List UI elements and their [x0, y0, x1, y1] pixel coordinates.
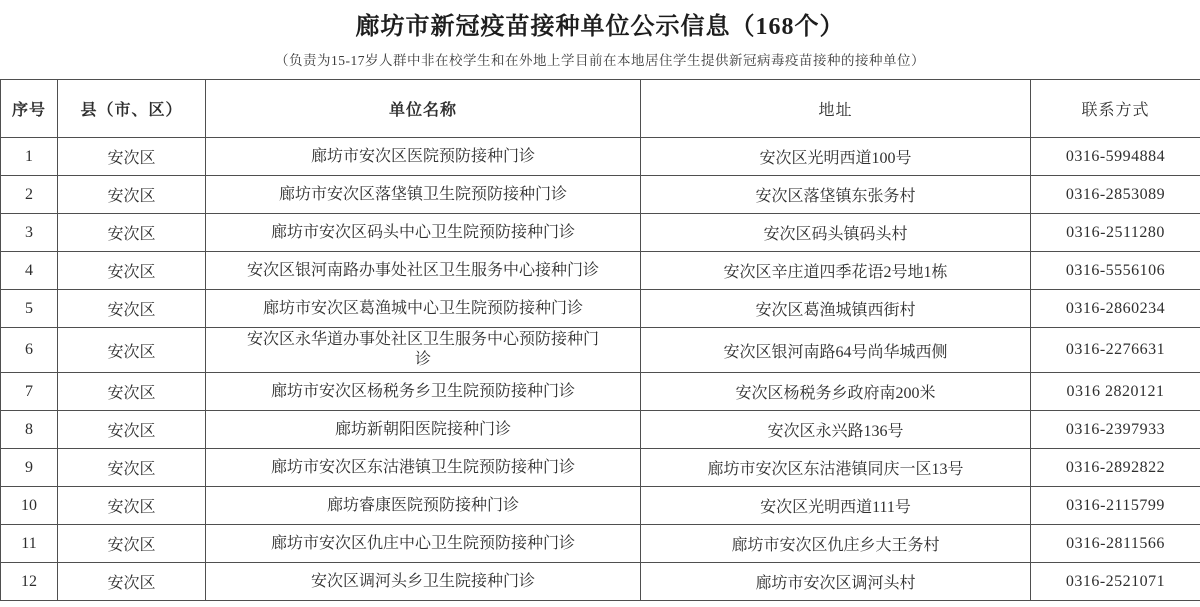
table-cell-address: 安次区光明西道111号: [641, 487, 1031, 525]
table-cell-address: 安次区永兴路136号: [641, 411, 1031, 449]
table-cell-no: 11: [1, 525, 58, 563]
table-cell-county: 安次区: [58, 138, 206, 176]
unit-name-text: 廊坊新朝阳医院接种门诊: [334, 420, 511, 438]
table-cell-no: 8: [1, 411, 58, 449]
table-row: [1, 411, 1200, 449]
column-header-county: 县（市、区）: [58, 80, 206, 138]
unit-name-text: 廊坊市安次区仇庄中心卫生院预防接种门诊: [270, 534, 575, 552]
column-header-no: 序号: [1, 80, 58, 138]
table-cell-unit: [206, 138, 641, 176]
table-row: [1, 563, 1200, 601]
table-cell-address: 廊坊市安次区仇庄乡大王务村: [641, 525, 1031, 563]
unit-name-text: 廊坊市安次区落垡镇卫生院预防接种门诊: [278, 185, 567, 203]
table-cell-address: 廊坊市安次区调河头村: [641, 563, 1031, 601]
table-cell-contact: 0316-2521071: [1031, 563, 1200, 601]
table-cell-no: 9: [1, 449, 58, 487]
page-subtitle: （负责为15-17岁人群中非在校学生和在外地上学目前在本地居住学生提供新冠病毒疫苗接种的接种单位）: [275, 53, 925, 69]
unit-name-text: 廊坊市安次区杨税务乡卫生院预防接种门诊: [270, 382, 575, 400]
column-header-unit: 单位名称: [206, 80, 641, 138]
table-cell-no: 6: [1, 328, 58, 373]
table-cell-county: 安次区: [58, 373, 206, 411]
table-cell-contact: 0316 2820121: [1031, 373, 1200, 411]
table-cell-county: 安次区: [58, 328, 206, 373]
table-cell-county: 安次区: [58, 252, 206, 290]
table-cell-county: 安次区: [58, 525, 206, 563]
table-cell-address: 安次区银河南路64号尚华城西侧: [641, 328, 1031, 373]
table-row: [1, 214, 1200, 252]
table-cell-contact: 0316-5994884: [1031, 138, 1200, 176]
table-cell-address: 廊坊市安次区东沽港镇同庆一区13号: [641, 449, 1031, 487]
table-cell-contact: 0316-2811566: [1031, 525, 1200, 563]
unit-name-text: 廊坊睿康医院预防接种门诊: [326, 496, 519, 514]
column-header-address: 地址: [641, 80, 1031, 138]
table-cell-unit: [206, 214, 641, 252]
table-cell-contact: 0316-2860234: [1031, 290, 1200, 328]
table-cell-no: 1: [1, 138, 58, 176]
unit-name-text: 廊坊市安次区葛渔城中心卫生院预防接种门诊: [262, 299, 583, 317]
table-cell-unit: [206, 328, 641, 373]
table-cell-county: 安次区: [58, 176, 206, 214]
table-row: [1, 138, 1200, 176]
unit-name-text: 安次区永华道办事处社区卫生服务中心预防接种门诊: [246, 331, 599, 369]
table-cell-address: 安次区葛渔城镇西街村: [641, 290, 1031, 328]
table-row: [1, 252, 1200, 290]
table-cell-contact: 0316-2276631: [1031, 328, 1200, 373]
table-row: [1, 525, 1200, 563]
table-cell-contact: 0316-2511280: [1031, 214, 1200, 252]
table-row: [1, 373, 1200, 411]
table-cell-unit: [206, 449, 641, 487]
table-cell-no: 10: [1, 487, 58, 525]
table-cell-no: 3: [1, 214, 58, 252]
table-cell-unit: [206, 176, 641, 214]
table-cell-no: 4: [1, 252, 58, 290]
table-row: [1, 449, 1200, 487]
table-cell-contact: 0316-5556106: [1031, 252, 1200, 290]
table-row: [1, 290, 1200, 328]
table-cell-contact: 0316-2115799: [1031, 487, 1200, 525]
table-cell-county: 安次区: [58, 290, 206, 328]
table-cell-contact: 0316-2892822: [1031, 449, 1200, 487]
table-cell-unit: [206, 487, 641, 525]
table-cell-unit: [206, 525, 641, 563]
table-cell-unit: [206, 252, 641, 290]
unit-name-text: 安次区银河南路办事处社区卫生服务中心接种门诊: [246, 261, 599, 279]
table-cell-unit: [206, 290, 641, 328]
unit-name-text: 安次区调河头乡卫生院接种门诊: [310, 572, 535, 590]
unit-name-text: 廊坊市安次区码头中心卫生院预防接种门诊: [270, 223, 575, 241]
table-cell-county: 安次区: [58, 449, 206, 487]
table-header: [1, 80, 1200, 138]
table-cell-no: 2: [1, 176, 58, 214]
table-cell-unit: [206, 373, 641, 411]
table-cell-county: 安次区: [58, 214, 206, 252]
unit-name-text: 廊坊市安次区东沽港镇卫生院预防接种门诊: [270, 458, 575, 476]
table-cell-address: 安次区杨税务乡政府南200米: [641, 373, 1031, 411]
table-cell-address: 安次区光明西道100号: [641, 138, 1031, 176]
table-cell-unit: [206, 563, 641, 601]
page-title: 廊坊市新冠疫苗接种单位公示信息（168个）: [355, 14, 845, 40]
header-row: [1, 80, 1200, 138]
table-cell-contact: 0316-2397933: [1031, 411, 1200, 449]
table-row: [1, 487, 1200, 525]
table-cell-address: 安次区落垡镇东张务村: [641, 176, 1031, 214]
table-cell-address: 安次区码头镇码头村: [641, 214, 1031, 252]
table-cell-no: 7: [1, 373, 58, 411]
table-cell-no: 12: [1, 563, 58, 601]
table-cell-unit: [206, 411, 641, 449]
table-cell-contact: 0316-2853089: [1031, 176, 1200, 214]
table-row: [1, 328, 1200, 373]
unit-name-text: 廊坊市安次区医院预防接种门诊: [310, 147, 535, 165]
vaccination-units-table: [0, 79, 1200, 601]
table-cell-county: 安次区: [58, 487, 206, 525]
document-header: [0, 0, 1200, 69]
table-body: [1, 138, 1200, 601]
table-row: [1, 176, 1200, 214]
column-header-contact: 联系方式: [1031, 80, 1200, 138]
table-cell-county: 安次区: [58, 411, 206, 449]
table-cell-address: 安次区辛庄道四季花语2号地1栋: [641, 252, 1031, 290]
table-cell-county: 安次区: [58, 563, 206, 601]
table-cell-no: 5: [1, 290, 58, 328]
